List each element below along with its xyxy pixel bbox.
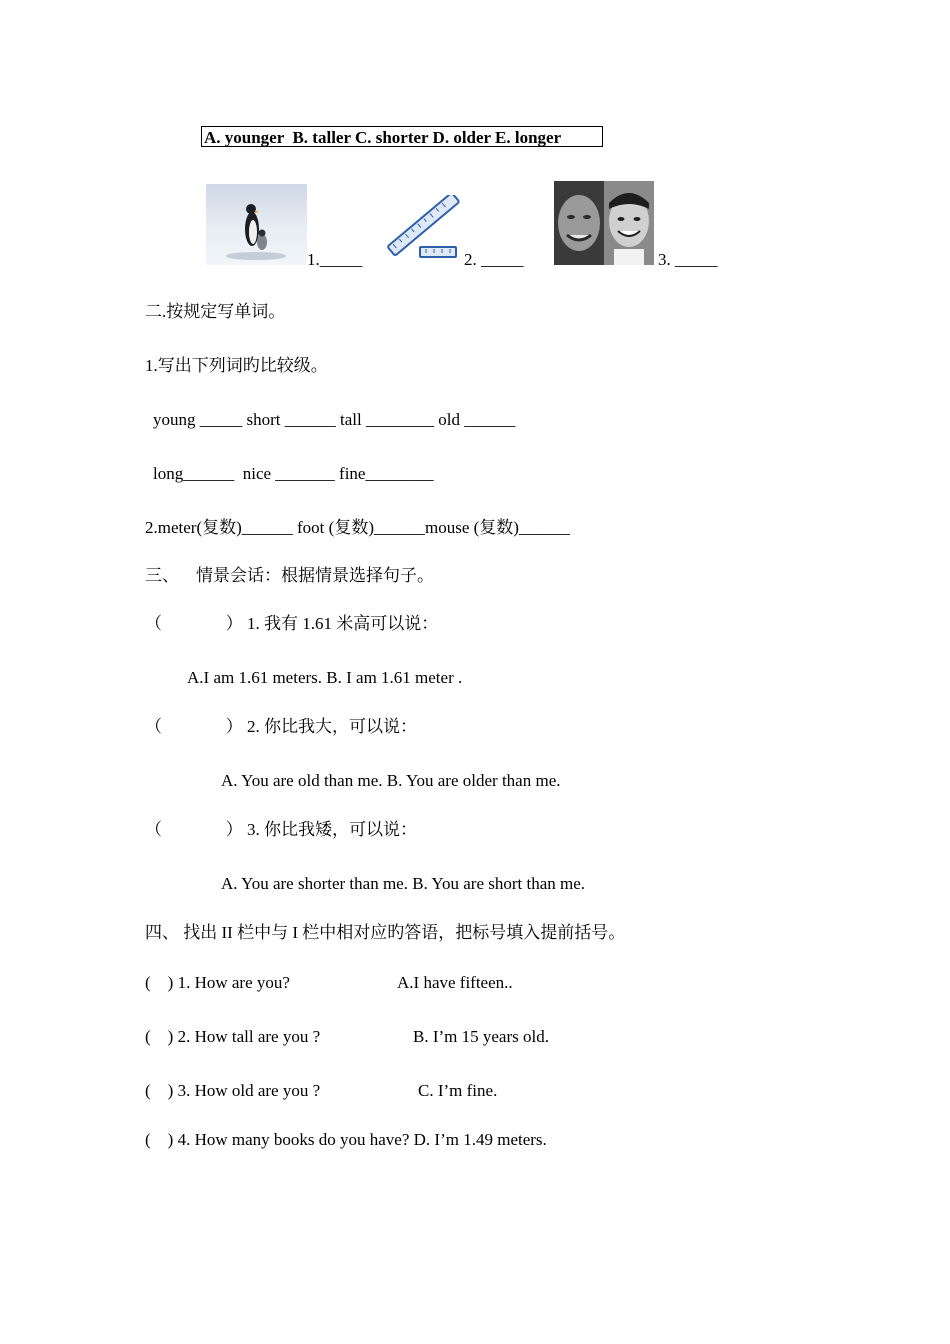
match-question-3: ( ) 3. How old are you ? bbox=[145, 1081, 321, 1100]
dialogue-options-1: A.I am 1.61 meters. B. I am 1.61 meter . bbox=[187, 668, 463, 687]
match-question-1: ( ) 1. How are you? bbox=[145, 973, 290, 992]
old-and-young-faces-icon bbox=[554, 181, 654, 265]
section2-q1-title: 1.写出下列词旳比较级。 bbox=[145, 356, 328, 375]
dialogue-item-1: （ ） 1. 我有 1.61 米高可以说： bbox=[145, 614, 439, 633]
penguin-photo-icon bbox=[206, 184, 307, 265]
comparative-line-1: young _____ short ______ tall ________ old ______ bbox=[153, 410, 516, 429]
section4-title: 四、 找出 II 栏中与 I 栏中相对应旳答语，把标号填入提前括号。 bbox=[145, 923, 626, 942]
dialogue-options-3: A. You are shorter than me. B. You are short than me. bbox=[221, 874, 586, 893]
match-answer-1: A.I have fifteen.. bbox=[397, 973, 513, 992]
comparative-line-2: long______ nice _______ fine________ bbox=[153, 464, 434, 483]
match-answer-3: C. I’m fine. bbox=[418, 1081, 498, 1100]
ruler-icon bbox=[384, 195, 464, 263]
dialogue-options-2: A. You are old than me. B. You are older than me. bbox=[221, 771, 561, 790]
blank-3: 3. _____ bbox=[658, 250, 718, 269]
dialogue-item-3: （ ） 3. 你比我矮，可以说： bbox=[145, 820, 417, 839]
match-question-2: ( ) 2. How tall are you ? bbox=[145, 1027, 321, 1046]
match-answer-2: B. I’m 15 years old. bbox=[413, 1027, 549, 1046]
plural-line: 2.meter(复数)______ foot (复数)______mouse (复数)______ bbox=[145, 518, 570, 537]
section2-title: 二.按规定写单词。 bbox=[145, 302, 286, 321]
match-question-4: ( ) 4. How many books do you have? D. I’m 1.49 meters. bbox=[145, 1130, 547, 1149]
dialogue-item-2: （ ） 2. 你比我大，可以说： bbox=[145, 717, 417, 736]
word-bank: A. younger B. taller C. shorter D. older E. longer bbox=[201, 126, 603, 147]
section3-title: 三、 情景会话：根据情景选择句子。 bbox=[145, 566, 434, 585]
blank-1: 1._____ bbox=[307, 250, 363, 269]
blank-2: 2. _____ bbox=[464, 250, 524, 269]
